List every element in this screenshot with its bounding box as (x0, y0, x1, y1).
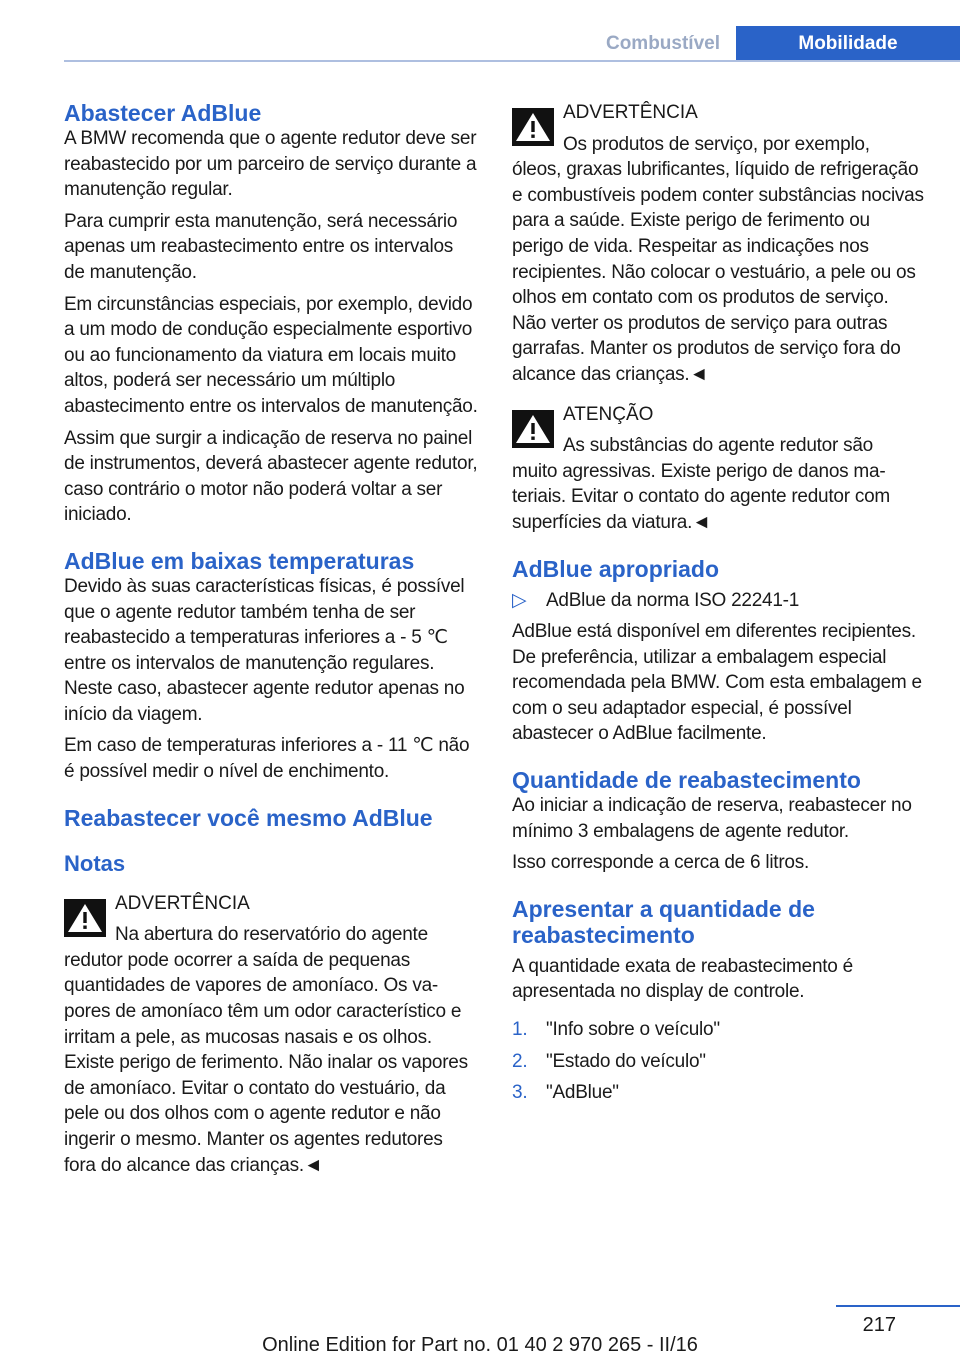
list-item-text: "Info sobre o veículo" (546, 1019, 720, 1041)
paragraph: Em caso de temperaturas inferiores a ‑ 11 ℃ não é possível medir o nível de enchimento. (64, 735, 470, 783)
tab-combustivel[interactable]: Combustível (590, 26, 736, 61)
paragraph: Isso corresponde a cerca de 6 litros. (512, 852, 810, 874)
list-item-text: "AdBlue" (546, 1082, 619, 1104)
warning-triangle-icon (64, 899, 106, 937)
paragraph: A quantidade exata de reabastecimento é apresentada no display de controle. (512, 955, 853, 1003)
step-number: 1. (512, 1019, 528, 1041)
page-number: 217 (862, 1314, 896, 1336)
tab-mobilidade[interactable]: Mobilidade (736, 26, 960, 61)
warning-text: óleos, graxas lubrificantes, líquido de refrigeração e combustíveis podem conter substâncias nocivas para a saúde. Existe perigo de ferimento ou perigo de vida. Respeitar as indicações nos recipientes. Não colocar o vestuário, a pele ou os olhos em contato com os produtos de serviço. Não verter os produtos de serviço para outras garrafas. Manter os produtos de serviço fora do alcance das crianças.◄ (512, 159, 924, 385)
warning-text: Na abertura do reservatório do agente (115, 924, 428, 946)
heading-baixas-temperaturas: AdBlue em baixas temperaturas (64, 547, 415, 574)
warning-title: ADVERTÊNCIA (563, 102, 698, 123)
step-number: 2. (512, 1050, 528, 1072)
caution-title: ATENÇÃO (563, 403, 654, 425)
heading-adblue-apropriado: AdBlue apropriado (512, 555, 720, 582)
warning-triangle-icon (512, 108, 554, 146)
warning-text: redutor pode ocorrer a saída de pequenas quantidades de vapores de amoníaco. Os vapores de amoníaco têm um odor característico e irritam a pele, as mucosas nasais e os olhos. Existe perigo de ferimento. Não inalar os vapores de amoníaco. Evitar o contato do vestuário, da pele ou dos olhos com o agente redutor e não ingerir o mesmo. Manter os agentes redutores fora do alcance das crianças.◄ (64, 949, 468, 1176)
caution-text: muito agressivas. Existe perigo de danos materiais. Evitar o contato do agente redutor com superfícies da viatura.◄ (512, 460, 890, 533)
page-number-rule (836, 1305, 960, 1307)
heading-apresentar-quantidade: Apresentar a quantidade de reabastecimento (512, 895, 815, 948)
heading-notas: Notas (64, 850, 126, 876)
list-item-text: AdBlue da norma ISO 22241‑1 (546, 589, 800, 611)
step-number: 3. (512, 1082, 528, 1104)
paragraph: Para cumprir esta manutenção, será necessário apenas um reabastecimento entre os intervalos de manutenção. (64, 210, 458, 283)
header-divider (64, 60, 960, 62)
heading-quantidade: Quantidade de reabastecimento (512, 767, 861, 794)
right-column (512, 100, 926, 1106)
list-item (512, 1080, 926, 1106)
warning-triangle-icon (512, 410, 554, 448)
heading-abastecer-adblue: Abastecer AdBlue (64, 100, 262, 126)
list-item (512, 588, 926, 614)
list-item-text: "Estado do veículo" (546, 1050, 706, 1072)
caution-text: As substâncias do agente redutor são (563, 435, 873, 457)
warning-text: Os produtos de serviço, por exemplo, (563, 133, 870, 155)
list-item (512, 1017, 926, 1043)
left-column (64, 100, 478, 1178)
paragraph: AdBlue está disponível em diferentes recipientes. De preferência, utilizar a embalagem especial recomendada pela BMW. Com esta embalagem e com o seu adaptador especial, é possível abastecer o AdBlue facilmente. (512, 621, 922, 745)
edition-footer: Online Edition for Part no. 01 40 2 970 265 - II/16 (262, 1334, 698, 1356)
paragraph: Em circunstâncias especiais, por exemplo, devido a um modo de condução especialmente esportivo ou ao funcionamento da viatura em locais muito altos, poderá ser necessário um múltiplo abastecimento entre os intervalos de manutenção. (64, 293, 478, 417)
paragraph: A BMW recomenda que o agente redutor deve ser reabastecido por um parceiro de serviço durante a manutenção regular. (64, 128, 477, 201)
warning-title: ADVERTÊNCIA (115, 892, 250, 914)
list-item (512, 1049, 926, 1075)
warning-block (512, 100, 926, 388)
caution-block (512, 402, 926, 536)
triangle-bullet-icon: ▷ (512, 589, 527, 611)
heading-reabastecer-voce-mesmo: Reabastecer você mesmo AdBlue (64, 804, 433, 831)
paragraph: Assim que surgir a indicação de reserva no painel de instrumentos, deverá abastecer agente redutor, caso contrário o motor não poderá voltar a ser iniciado. (64, 427, 478, 526)
paragraph: Devido às suas características físicas, é possível que o agente redutor também tenha de ser reabastecido a temperaturas inferiores a ‑ 5 ℃ entre os intervalos de manutenção regulares. Neste caso, abastecer agente redutor apenas no início da viagem. (64, 575, 465, 725)
warning-block (64, 891, 478, 1179)
steps-list (512, 1017, 926, 1106)
paragraph: Ao iniciar a indicação de reserva, reabastecer no mínimo 3 embalagens de agente redutor. (512, 795, 912, 842)
